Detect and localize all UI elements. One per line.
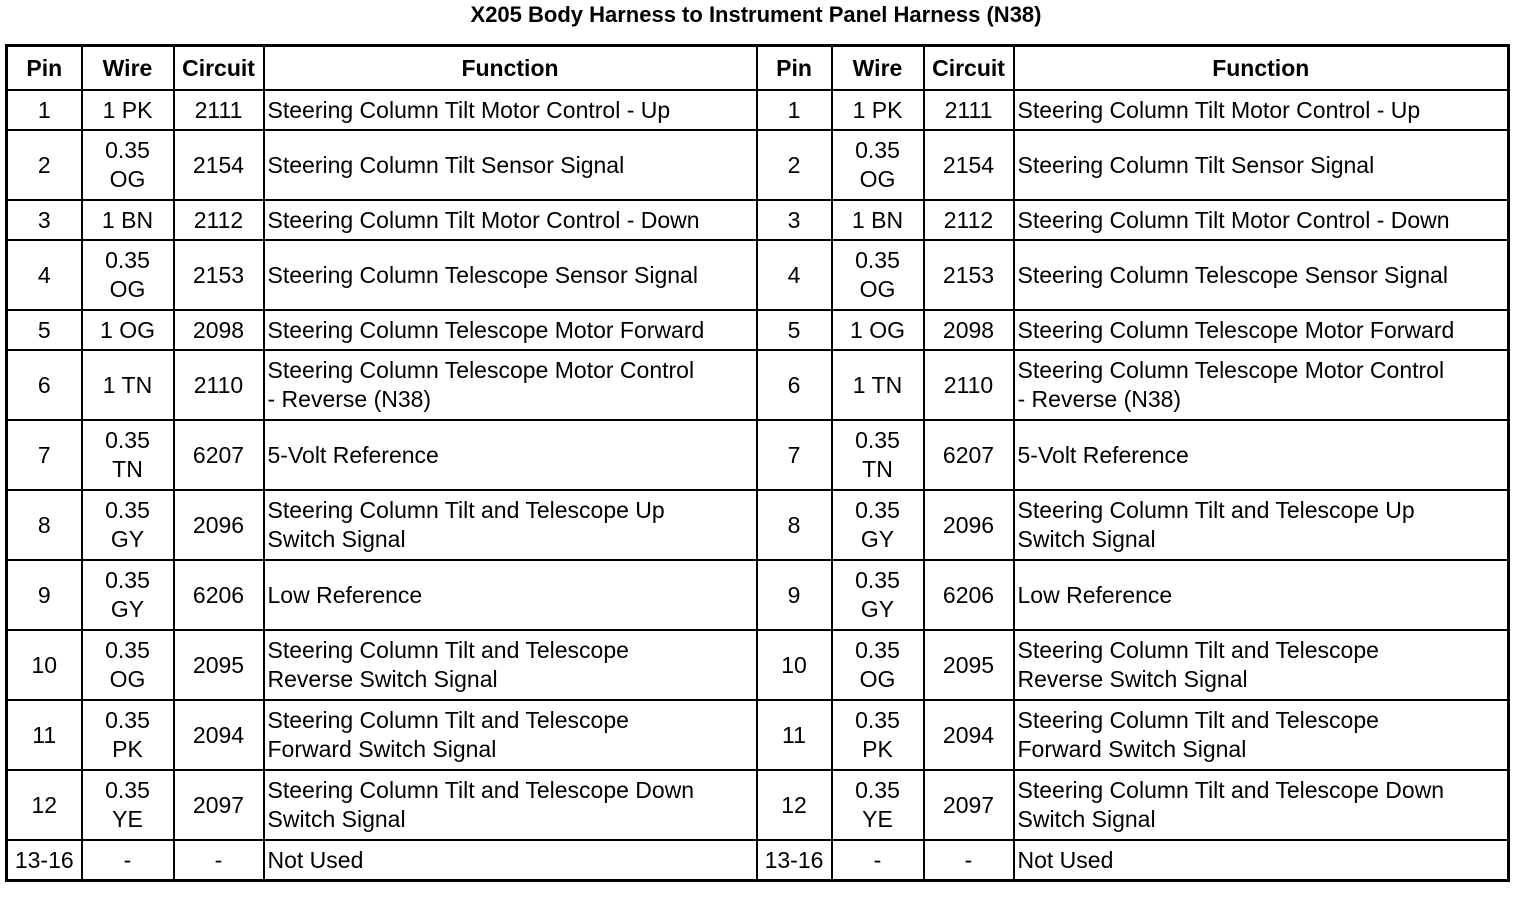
pin-cell-2: 5	[757, 310, 832, 350]
function-cell-2: 5-Volt Reference	[1014, 420, 1509, 490]
pin-cell-2: 11	[757, 700, 832, 770]
table-row	[7, 420, 1509, 490]
function-cell: Steering Column Tilt and Telescope Reverse Switch Signal	[264, 630, 757, 700]
pin-cell: 8	[7, 490, 82, 560]
table-row	[7, 200, 1509, 240]
table-row	[7, 130, 1509, 200]
circuit-cell-2: 2154	[924, 130, 1014, 200]
table-row	[7, 490, 1509, 560]
function-cell: Steering Column Tilt Sensor Signal	[264, 130, 757, 200]
circuit-cell: 6206	[174, 560, 264, 630]
wire-cell: 0.35 TN	[82, 420, 174, 490]
wire-cell-2: 0.35 GY	[832, 490, 924, 560]
table-row	[7, 240, 1509, 310]
wire-cell: 1 TN	[82, 350, 174, 420]
wire-cell-2: 1 PK	[832, 90, 924, 130]
circuit-cell: 2153	[174, 240, 264, 310]
function-cell-2: Steering Column Tilt and Telescope Reverse Switch Signal	[1014, 630, 1509, 700]
circuit-cell-2: 2153	[924, 240, 1014, 310]
header-pin-2: Pin	[757, 46, 832, 91]
circuit-cell: 2110	[174, 350, 264, 420]
function-cell: Steering Column Tilt and Telescope Down Switch Signal	[264, 770, 757, 840]
wire-cell: 1 OG	[82, 310, 174, 350]
wire-cell-2: 0.35 TN	[832, 420, 924, 490]
function-cell: Steering Column Tilt and Telescope Up Switch Signal	[264, 490, 757, 560]
circuit-cell: 2094	[174, 700, 264, 770]
pin-cell-2: 3	[757, 200, 832, 240]
header-circuit: Circuit	[174, 46, 264, 91]
header-row	[7, 46, 1509, 91]
function-cell: Steering Column Telescope Motor Forward	[264, 310, 757, 350]
wire-cell-2: 1 BN	[832, 200, 924, 240]
pin-cell-2: 9	[757, 560, 832, 630]
wire-cell-2: 1 TN	[832, 350, 924, 420]
table-row	[7, 770, 1509, 840]
function-cell-2: Steering Column Tilt and Telescope Up Switch Signal	[1014, 490, 1509, 560]
pin-cell-2: 10	[757, 630, 832, 700]
circuit-cell-2: 2110	[924, 350, 1014, 420]
function-cell: Low Reference	[264, 560, 757, 630]
header-wire: Wire	[82, 46, 174, 91]
circuit-cell: 2098	[174, 310, 264, 350]
header-function: Function	[264, 46, 757, 91]
circuit-cell: -	[174, 840, 264, 881]
function-cell: Not Used	[264, 840, 757, 881]
wire-cell: 0.35 PK	[82, 700, 174, 770]
header-function-2: Function	[1014, 46, 1509, 91]
table-row	[7, 700, 1509, 770]
pin-cell: 3	[7, 200, 82, 240]
pin-cell: 1	[7, 90, 82, 130]
wire-cell-2: -	[832, 840, 924, 881]
wire-cell-2: 0.35 OG	[832, 240, 924, 310]
pin-cell: 10	[7, 630, 82, 700]
function-cell-2: Low Reference	[1014, 560, 1509, 630]
pin-cell-2: 4	[757, 240, 832, 310]
circuit-cell-2: 2094	[924, 700, 1014, 770]
wire-cell: 0.35 GY	[82, 560, 174, 630]
function-cell-2: Steering Column Tilt Sensor Signal	[1014, 130, 1509, 200]
wire-cell-2: 1 OG	[832, 310, 924, 350]
circuit-cell: 6207	[174, 420, 264, 490]
function-cell: Steering Column Telescope Motor Control - Reverse (N38)	[264, 350, 757, 420]
wire-cell: 0.35 OG	[82, 240, 174, 310]
circuit-cell: 2154	[174, 130, 264, 200]
circuit-cell-2: 6207	[924, 420, 1014, 490]
table-row	[7, 840, 1509, 881]
pin-cell: 13-16	[7, 840, 82, 881]
wire-cell: 1 PK	[82, 90, 174, 130]
wire-cell-2: 0.35 OG	[832, 630, 924, 700]
function-cell: 5-Volt Reference	[264, 420, 757, 490]
function-cell-2: Steering Column Tilt and Telescope Down Switch Signal	[1014, 770, 1509, 840]
wire-cell-2: 0.35 YE	[832, 770, 924, 840]
circuit-cell-2: 2098	[924, 310, 1014, 350]
wire-cell-2: 0.35 GY	[832, 560, 924, 630]
table-row	[7, 560, 1509, 630]
function-cell-2: Steering Column Tilt and Telescope Forward Switch Signal	[1014, 700, 1509, 770]
wire-cell: 0.35 OG	[82, 130, 174, 200]
pin-cell-2: 7	[757, 420, 832, 490]
circuit-cell: 2111	[174, 90, 264, 130]
pin-cell-2: 8	[757, 490, 832, 560]
circuit-cell-2: -	[924, 840, 1014, 881]
circuit-cell-2: 2112	[924, 200, 1014, 240]
header-circuit-2: Circuit	[924, 46, 1014, 91]
table-row	[7, 90, 1509, 130]
pin-cell: 5	[7, 310, 82, 350]
table-row	[7, 310, 1509, 350]
pin-cell-2: 1	[757, 90, 832, 130]
connector-pinout-table	[5, 44, 1510, 882]
function-cell-2: Steering Column Telescope Motor Forward	[1014, 310, 1509, 350]
wire-cell-2: 0.35 PK	[832, 700, 924, 770]
pin-cell: 6	[7, 350, 82, 420]
header-wire-2: Wire	[832, 46, 924, 91]
function-cell-2: Steering Column Tilt Motor Control - Up	[1014, 90, 1509, 130]
pin-cell: 7	[7, 420, 82, 490]
wire-cell: 0.35 YE	[82, 770, 174, 840]
wire-cell: -	[82, 840, 174, 881]
pin-cell: 4	[7, 240, 82, 310]
function-cell-2: Not Used	[1014, 840, 1509, 881]
wire-cell-2: 0.35 OG	[832, 130, 924, 200]
table-body	[7, 90, 1509, 881]
circuit-cell-2: 2111	[924, 90, 1014, 130]
pin-cell-2: 13-16	[757, 840, 832, 881]
circuit-cell: 2112	[174, 200, 264, 240]
function-cell: Steering Column Tilt Motor Control - Down	[264, 200, 757, 240]
table-row	[7, 350, 1509, 420]
circuit-cell: 2095	[174, 630, 264, 700]
circuit-cell-2: 2095	[924, 630, 1014, 700]
pin-cell-2: 12	[757, 770, 832, 840]
function-cell-2: Steering Column Telescope Sensor Signal	[1014, 240, 1509, 310]
function-cell: Steering Column Telescope Sensor Signal	[264, 240, 757, 310]
pin-cell-2: 6	[757, 350, 832, 420]
wire-cell: 0.35 GY	[82, 490, 174, 560]
function-cell-2: Steering Column Tilt Motor Control - Down	[1014, 200, 1509, 240]
pin-cell-2: 2	[757, 130, 832, 200]
circuit-cell-2: 2096	[924, 490, 1014, 560]
wire-cell: 0.35 OG	[82, 630, 174, 700]
page-title: X205 Body Harness to Instrument Panel Harness (N38)	[470, 2, 1042, 27]
function-cell: Steering Column Tilt Motor Control - Up	[264, 90, 757, 130]
function-cell: Steering Column Tilt and Telescope Forward Switch Signal	[264, 700, 757, 770]
header-pin: Pin	[7, 46, 82, 91]
pin-cell: 2	[7, 130, 82, 200]
pin-cell: 12	[7, 770, 82, 840]
function-cell-2: Steering Column Telescope Motor Control - Reverse (N38)	[1014, 350, 1509, 420]
circuit-cell: 2097	[174, 770, 264, 840]
pin-cell: 11	[7, 700, 82, 770]
pin-cell: 9	[7, 560, 82, 630]
circuit-cell-2: 2097	[924, 770, 1014, 840]
circuit-cell: 2096	[174, 490, 264, 560]
wire-cell: 1 BN	[82, 200, 174, 240]
table-row	[7, 630, 1509, 700]
circuit-cell-2: 6206	[924, 560, 1014, 630]
